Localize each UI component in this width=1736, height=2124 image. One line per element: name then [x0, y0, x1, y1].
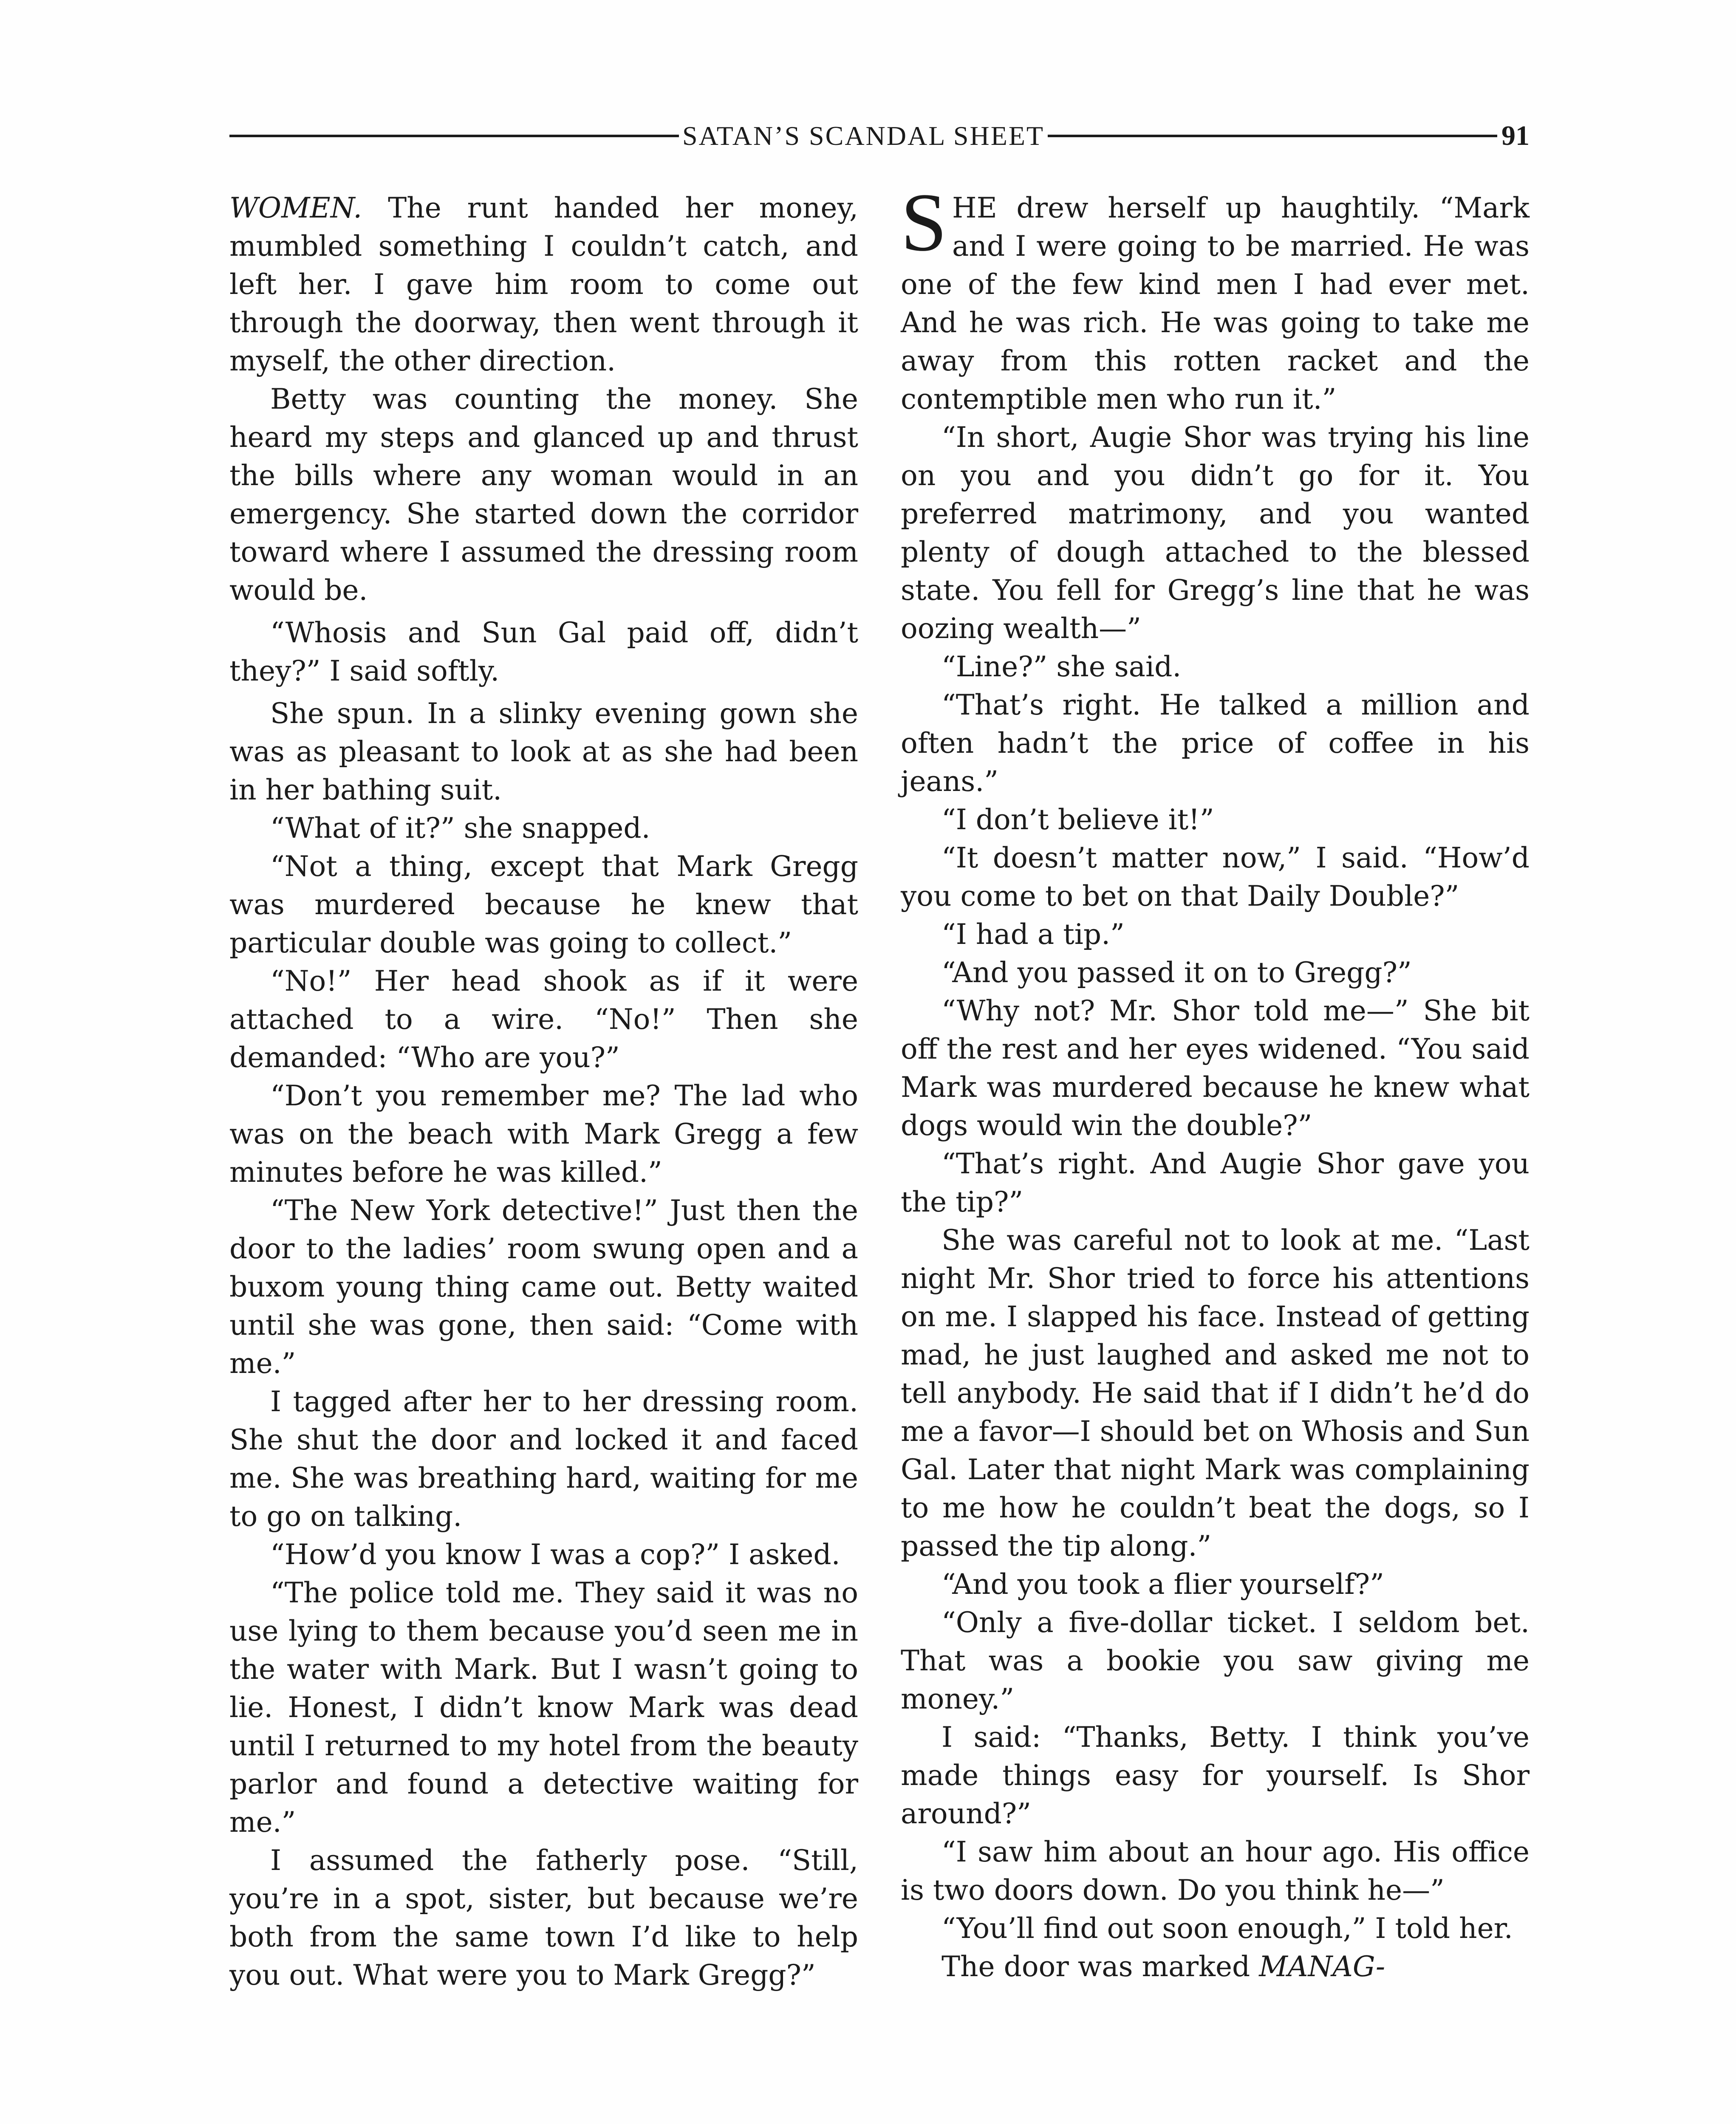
paragraph: “What of it?” she snapped.: [270, 812, 650, 845]
paragraph: “How’d you know I was a cop?” I asked.: [270, 1538, 840, 1571]
paragraph: “You’ll find out soon enough,” I told her.: [942, 1912, 1513, 1945]
running-header: [229, 115, 1530, 157]
paragraph: “Only a five-dollar ticket. I seldom bet. That was a bookie you saw giving me money.”: [901, 1606, 1530, 1715]
paragraph-text: HE drew herself up haughtily. “Mark and I were going to be married. He was one of the few kind men I had ever met. And he was rich. He was going to take me away from this rotten racket and the contemptible men who run it.”: [901, 192, 1530, 415]
paragraph: Betty was counting the money. She heard my steps and glanced up and thrust the bills where any woman would in an emergency. She started down the corridor toward where I assumed the dressing room would be.: [229, 383, 858, 607]
paragraph: “Don’t you remember me? The lad who was on the beach with Mark Gregg a few minutes before he was killed.”: [229, 1079, 858, 1189]
paragraph: “And you took a flier yourself?”: [942, 1568, 1384, 1601]
paragraph: I tagged after her to her dressing room. She shut the door and locked it and faced me. She was breathing hard, waiting for me to go on talking.: [229, 1385, 858, 1533]
paragraph: She was careful not to look at me. “Last night Mr. Shor tried to force his attentions on me. I slapped his face. Instead of getting mad, he just laughed and asked me not to tell anybody. He said that if I didn’t he’d do me a favor—I should bet on Whosis and Sun Gal. Later that night Mark was complaining to me how he couldn’t beat the dogs, so I passed the tip along.”: [901, 1224, 1530, 1562]
italic-tail: MANAG-: [1259, 1950, 1385, 1983]
paragraph: “I had a tip.”: [942, 918, 1125, 951]
paragraph: “And you passed it on to Gregg?”: [942, 956, 1412, 989]
page-number: 91: [1501, 120, 1530, 151]
header-rule-left: [229, 135, 679, 137]
paragraph: I said: “Thanks, Betty. I think you’ve made things easy for yourself. Is Shor around?”: [901, 1721, 1530, 1830]
right-text-column: [901, 176, 1530, 1986]
running-title: SATAN’S SCANDAL SHEET: [682, 121, 1044, 151]
paragraph-text: The door was marked: [942, 1950, 1259, 1983]
paragraph: “It doesn’t matter now,” I said. “How’d you come to bet on that Daily Double?”: [901, 842, 1530, 912]
paragraph: “I saw him about an hour ago. His office is two doors down. Do you think he—”: [901, 1836, 1530, 1907]
drop-cap: S: [901, 176, 947, 268]
paragraph: She spun. In a slinky evening gown she was as pleasant to look at as she had been in her bathing suit.: [229, 697, 858, 806]
paragraph: “That’s right. And Augie Shor gave you the tip?”: [901, 1147, 1530, 1218]
header-rule-right: [1048, 135, 1497, 137]
paragraph: I assumed the fatherly pose. “Still, you’re in a spot, sister, but because we’re both from the same town I’d like to help you out. What were you to Mark Gregg?”: [229, 1844, 858, 1991]
paragraph: “The New York detective!” Just then the door to the ladies’ room swung open and a buxom young thing came out. Betty waited until she was gone, then said: “Come with me.”: [229, 1194, 858, 1380]
paragraph: “Line?” she said.: [942, 650, 1182, 683]
paragraph: [229, 189, 858, 380]
paragraph: “Whosis and Sun Gal paid off, didn’t they?” I said softly.: [229, 616, 858, 687]
paragraph: “Why not? Mr. Shor told me—” She bit off the rest and her eyes widened. “You said Mark was murdered because he knew what dogs would win the double?”: [901, 994, 1530, 1142]
paragraph-text: The runt handed her money, mumbled something I couldn’t catch, and left her. I gave him room to come out through the doorway, then went through it myself, the other direction.: [229, 192, 858, 377]
paragraph: [901, 1948, 1530, 1986]
paragraph: “No!” Her head shook as if it were attached to a wire. “No!” Then she demanded: “Who are you?”: [229, 965, 858, 1074]
left-text-column: [229, 189, 858, 1994]
paragraph: [901, 176, 1530, 418]
italic-lead: WOMEN.: [229, 192, 362, 224]
paragraph: “I don’t believe it!”: [942, 803, 1214, 836]
paragraph: “In short, Augie Shor was trying his line on you and you didn’t go for it. You preferred matrimony, and you wanted plenty of dough attached to the blessed state. You fell for Gregg’s line that he was oozing wealth—”: [901, 421, 1530, 645]
paragraph: “That’s right. He talked a million and often hadn’t the price of coffee in his jeans.”: [901, 689, 1530, 798]
paragraph: “Not a thing, except that Mark Gregg was murdered because he knew that particular double was going to collect.”: [229, 850, 858, 959]
paragraph: “The police told me. They said it was no use lying to them because you’d seen me in the water with Mark. But I wasn’t going to lie. Honest, I didn’t know Mark was dead until I returned to my hotel from the beauty parlor and found a detective waiting for me.”: [229, 1576, 858, 1839]
